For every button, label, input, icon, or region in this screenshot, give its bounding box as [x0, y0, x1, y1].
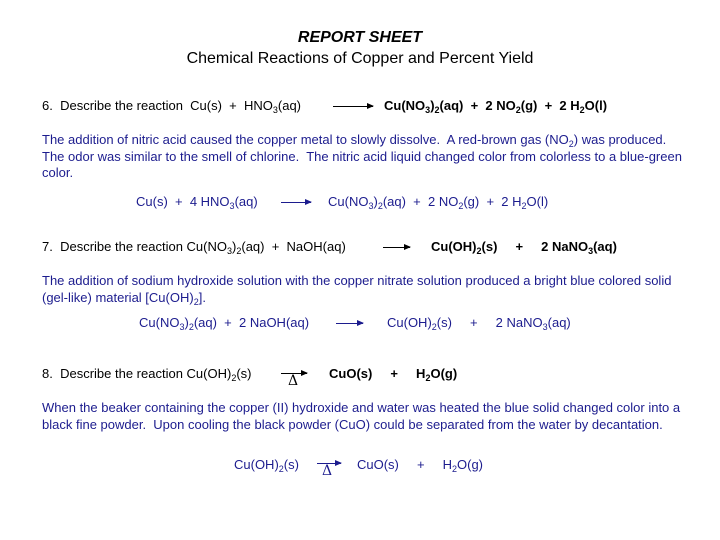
q7-products: $Cu(OH)_2(s)$ + 2 NaNO$_3$(aq) [431, 239, 617, 256]
q7-balanced-arrow-icon [336, 323, 363, 324]
q8-prompt-text: Describe the reaction [60, 366, 183, 381]
q6-arrow-icon [333, 106, 373, 107]
q8-heat-delta-icon: Δ [288, 373, 299, 389]
q7-answer: The addition of sodium hydroxide solution with the copper nitrate solution produced a bright blue colored solid (gel-like) material $[Cu(OH)_2]$. [42, 273, 672, 307]
q8-products: CuO(s) + $H_2O(g)$ [329, 366, 458, 383]
q7-arrow-icon [383, 247, 410, 248]
q8-balanced-heat-delta-icon: Δ [322, 463, 333, 479]
report-subtitle: Chemical Reactions of Copper and Percent Yield [186, 50, 534, 67]
report-title: REPORT SHEET [297, 29, 423, 46]
q8-balanced-reactants: $Cu(OH)_2(s)$ [234, 457, 299, 474]
q7-balanced-reactants: $Cu(NO_3)_2(aq) + 2$ NaOH(aq) [139, 315, 310, 332]
q6-prompt-text: Describe the reaction [60, 98, 183, 113]
q6-products: $Cu(NO_3)_2(aq) + 2$ $NO_2(g) + 2$ $H_2O(l)$ [384, 98, 608, 115]
q6-answer: The addition of nitric acid caused the copper metal to slowly dissolve. A red-brown gas $(NO_2)$ was produced. The odor was similar to the smell of chlorine. The nitric acid liquid changed color from colorless to a blue-green color. [42, 132, 682, 180]
q8-number: 8. [42, 366, 53, 381]
q7-prompt [42, 239, 346, 254]
q8-balanced-products: CuO(s) + $H_2O(g)$ [357, 457, 484, 474]
q6-prompt [42, 98, 301, 113]
q7-number: 7. [42, 239, 53, 254]
q6-balanced-products: $Cu(NO_3)_2(aq) + 2$ $NO_2(g) + 2$ $H_2O(l)$ [328, 194, 549, 211]
q6-reactants: $Cu(s) + HNO_3(aq)$ [190, 98, 302, 115]
q8-answer: When the beaker containing the copper (II) hydroxide and water was heated the blue solid changed color into a black fine powder. Upon cooling the black powder (CuO) could be separated from the water by decantation. [42, 400, 681, 432]
q6-number: 6. [42, 98, 53, 113]
q8-prompt [42, 366, 252, 381]
q7-reactants: $Cu(NO_3)_2(aq)$ + NaOH(aq) [186, 239, 346, 256]
q7-balanced-products: $Cu(OH)_2(s)$ + 2 NaNO$_3$(aq) [387, 315, 571, 332]
q8-reactants: $Cu(OH)_2(s)$ [186, 366, 252, 383]
q7-prompt-text: Describe the reaction [60, 239, 183, 254]
q6-balanced-reactants: Cu(s) + 4 $HNO_3(aq)$ [136, 194, 258, 211]
q6-balanced-arrow-icon [281, 202, 311, 203]
